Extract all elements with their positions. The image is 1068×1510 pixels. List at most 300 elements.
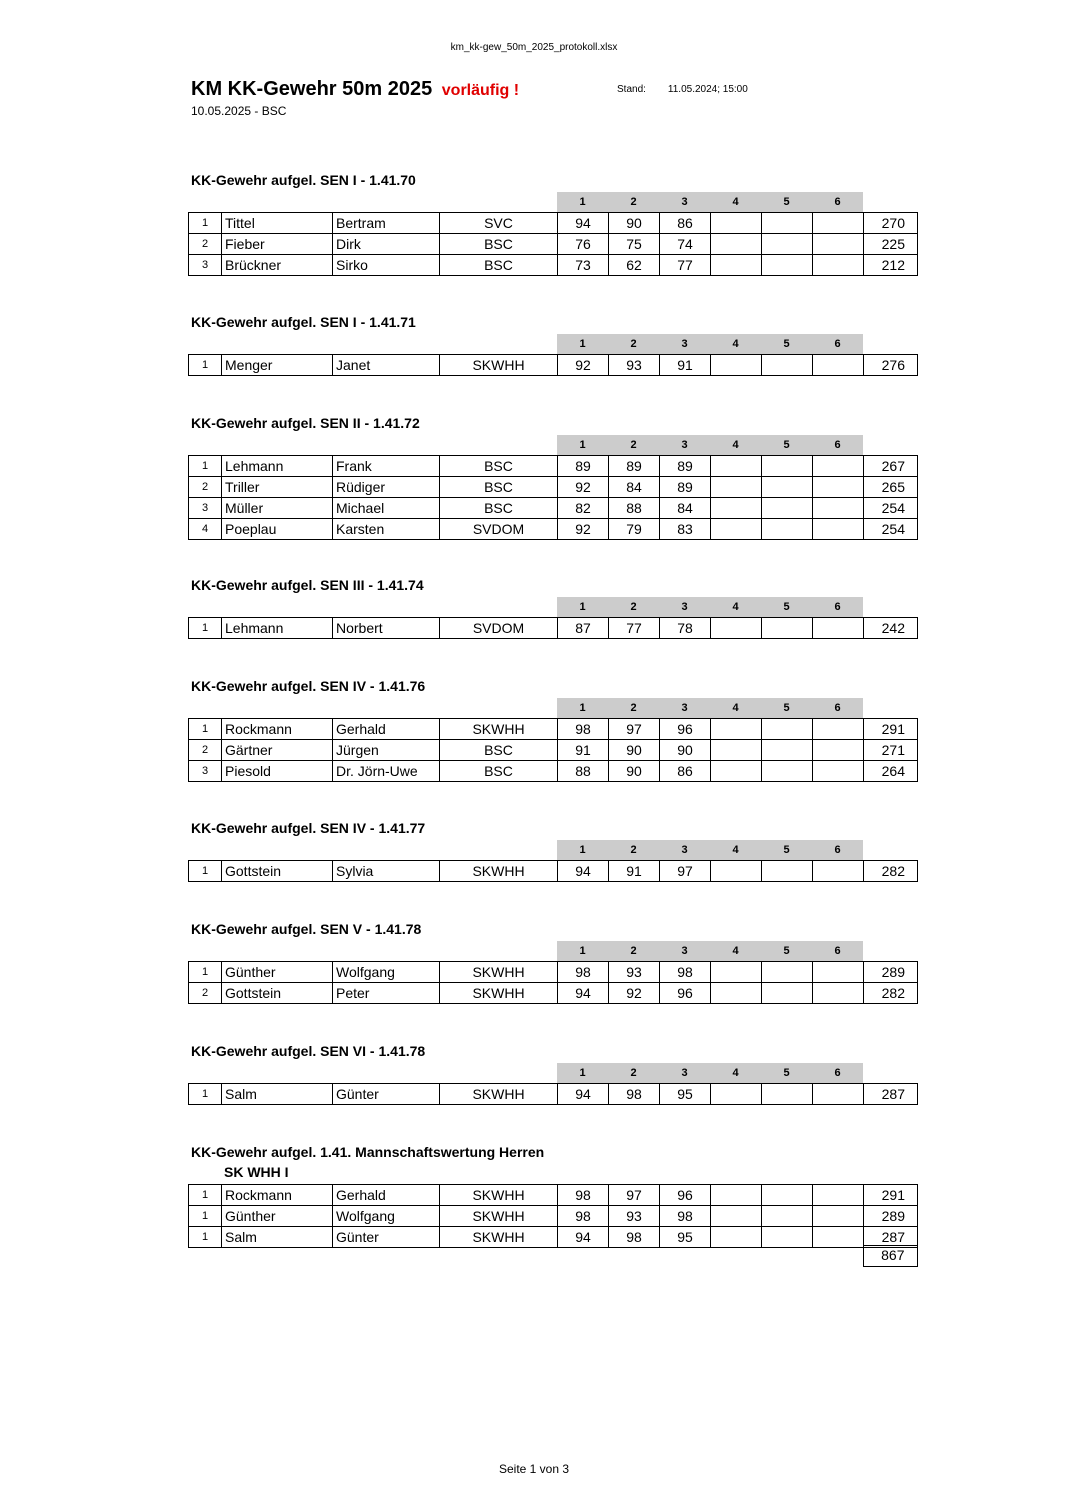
series-header-2: 2 — [608, 192, 659, 212]
series-header-5: 5 — [761, 1063, 812, 1083]
series-header-3: 3 — [659, 597, 710, 617]
rank-cell: 1 — [189, 456, 222, 477]
series-5-cell — [762, 456, 813, 477]
total-spacer — [710, 1245, 761, 1266]
rank-cell: 2 — [189, 477, 222, 498]
series-3-cell: 86 — [660, 761, 711, 782]
total-spacer — [608, 1245, 659, 1266]
first-name-cell: Dirk — [333, 234, 440, 255]
series-5-cell — [762, 234, 813, 255]
last-name-cell: Müller — [222, 498, 333, 519]
total-cell: 289 — [864, 1206, 918, 1227]
table-row — [189, 962, 918, 983]
header-spacer — [221, 435, 332, 455]
header-spacer — [188, 597, 221, 617]
header-spacer — [863, 597, 917, 617]
series-6-cell — [813, 477, 864, 498]
series-header-1: 1 — [557, 941, 608, 961]
last-name-cell: Gottstein — [222, 983, 333, 1004]
last-name-cell: Gottstein — [222, 861, 333, 882]
section-title: KK-Gewehr aufgel. SEN IV - 1.41.77 — [191, 820, 426, 836]
series-6-cell — [813, 234, 864, 255]
last-name-cell: Gärtner — [222, 740, 333, 761]
results-table — [188, 1184, 918, 1248]
series-6-cell — [813, 983, 864, 1004]
series-1-cell: 94 — [558, 213, 609, 234]
last-name-cell: Lehmann — [222, 456, 333, 477]
series-1-cell: 94 — [558, 983, 609, 1004]
total-cell: 282 — [864, 983, 918, 1004]
club-cell: SKWHH — [440, 1084, 558, 1105]
series-5-cell — [762, 255, 813, 276]
series-1-cell: 76 — [558, 234, 609, 255]
series-3-cell: 95 — [660, 1227, 711, 1248]
header-spacer — [188, 334, 221, 354]
rank-cell: 1 — [189, 618, 222, 639]
series-1-cell: 92 — [558, 477, 609, 498]
total-cell: 287 — [864, 1227, 918, 1248]
series-1-cell: 89 — [558, 456, 609, 477]
series-5-cell — [762, 477, 813, 498]
first-name-cell: Peter — [333, 983, 440, 1004]
series-5-cell — [762, 1206, 813, 1227]
header-spacer — [221, 334, 332, 354]
club-cell: BSC — [440, 761, 558, 782]
series-6-cell — [813, 213, 864, 234]
series-5-cell — [762, 861, 813, 882]
series-1-cell: 88 — [558, 761, 609, 782]
series-2-cell: 93 — [609, 962, 660, 983]
results-table — [188, 1083, 918, 1105]
series-header-3: 3 — [659, 840, 710, 860]
series-4-cell — [711, 740, 762, 761]
series-6-cell — [813, 1185, 864, 1206]
rank-cell: 2 — [189, 234, 222, 255]
series-header-6: 6 — [812, 334, 863, 354]
header-spacer — [332, 840, 439, 860]
series-2-cell: 77 — [609, 618, 660, 639]
series-3-cell: 89 — [660, 477, 711, 498]
total-cell: 254 — [864, 519, 918, 540]
series-3-cell: 98 — [660, 962, 711, 983]
series-header-3: 3 — [659, 435, 710, 455]
series-1-cell: 98 — [558, 719, 609, 740]
header-spacer — [332, 941, 439, 961]
series-header-4: 4 — [710, 1063, 761, 1083]
series-3-cell: 89 — [660, 456, 711, 477]
rank-cell: 1 — [189, 1084, 222, 1105]
series-3-cell: 74 — [660, 234, 711, 255]
series-6-cell — [813, 962, 864, 983]
club-cell: SKWHH — [440, 719, 558, 740]
series-2-cell: 79 — [609, 519, 660, 540]
series-header — [188, 334, 917, 354]
series-6-cell — [813, 761, 864, 782]
series-1-cell: 94 — [558, 1084, 609, 1105]
total-spacer — [761, 1245, 812, 1266]
series-4-cell — [711, 234, 762, 255]
series-3-cell: 78 — [660, 618, 711, 639]
rank-cell: 1 — [189, 1227, 222, 1248]
series-header-4: 4 — [710, 941, 761, 961]
team-total-cell: 867 — [863, 1245, 917, 1266]
last-name-cell: Menger — [222, 355, 333, 376]
series-header-5: 5 — [761, 597, 812, 617]
series-5-cell — [762, 719, 813, 740]
rank-cell: 3 — [189, 255, 222, 276]
first-name-cell: Bertram — [333, 213, 440, 234]
header-spacer — [188, 941, 221, 961]
series-2-cell: 89 — [609, 456, 660, 477]
series-header-2: 2 — [608, 597, 659, 617]
stand-value: 11.05.2024; 15:00 — [667, 84, 748, 95]
series-header-2: 2 — [608, 1063, 659, 1083]
series-2-cell: 93 — [609, 1206, 660, 1227]
series-1-cell: 82 — [558, 498, 609, 519]
series-6-cell — [813, 1084, 864, 1105]
series-header-5: 5 — [761, 192, 812, 212]
series-6-cell — [813, 255, 864, 276]
header-spacer — [863, 192, 917, 212]
section-title: KK-Gewehr aufgel. SEN IV - 1.41.76 — [191, 678, 426, 694]
header-spacer — [221, 1063, 332, 1083]
first-name-cell: Janet — [333, 355, 440, 376]
last-name-cell: Rockmann — [222, 719, 333, 740]
series-2-cell: 88 — [609, 498, 660, 519]
header-spacer — [188, 435, 221, 455]
series-2-cell: 90 — [609, 740, 660, 761]
series-header-4: 4 — [710, 597, 761, 617]
series-4-cell — [711, 213, 762, 234]
table-row — [189, 861, 918, 882]
header-spacer — [332, 698, 439, 718]
series-5-cell — [762, 761, 813, 782]
series-header-4: 4 — [710, 698, 761, 718]
last-name-cell: Triller — [222, 477, 333, 498]
team-name: SK WHH I — [224, 1164, 289, 1180]
table-row — [189, 477, 918, 498]
rank-cell: 2 — [189, 740, 222, 761]
results-table — [188, 718, 918, 782]
series-2-cell: 92 — [609, 983, 660, 1004]
series-header — [188, 597, 917, 617]
table-row — [189, 1206, 918, 1227]
total-cell: 254 — [864, 498, 918, 519]
series-6-cell — [813, 456, 864, 477]
series-2-cell: 62 — [609, 255, 660, 276]
total-cell: 264 — [864, 761, 918, 782]
series-header-6: 6 — [812, 1063, 863, 1083]
series-header-1: 1 — [557, 435, 608, 455]
page-title — [191, 78, 519, 101]
series-header-4: 4 — [710, 192, 761, 212]
first-name-cell: Norbert — [333, 618, 440, 639]
series-header-6: 6 — [812, 840, 863, 860]
header-spacer — [439, 840, 557, 860]
first-name-cell: Wolfgang — [333, 1206, 440, 1227]
section-title: KK-Gewehr aufgel. SEN I - 1.41.71 — [191, 314, 416, 330]
table-row — [189, 213, 918, 234]
table-row — [189, 983, 918, 1004]
series-4-cell — [711, 1084, 762, 1105]
series-2-cell: 98 — [609, 1227, 660, 1248]
header-spacer — [439, 334, 557, 354]
first-name-cell: Günter — [333, 1227, 440, 1248]
rank-cell: 4 — [189, 519, 222, 540]
header-spacer — [332, 597, 439, 617]
first-name-cell: Günter — [333, 1084, 440, 1105]
first-name-cell: Gerhald — [333, 719, 440, 740]
series-4-cell — [711, 962, 762, 983]
series-1-cell: 73 — [558, 255, 609, 276]
series-header-3: 3 — [659, 334, 710, 354]
title-text: KM KK-Gewehr 50m 2025 — [191, 78, 433, 100]
series-header-5: 5 — [761, 941, 812, 961]
event-date-venue: 10.05.2025 - BSC — [191, 104, 287, 118]
club-cell: SKWHH — [440, 962, 558, 983]
rank-cell: 1 — [189, 861, 222, 882]
total-cell: 265 — [864, 477, 918, 498]
series-6-cell — [813, 861, 864, 882]
rank-cell: 1 — [189, 1185, 222, 1206]
series-4-cell — [711, 618, 762, 639]
total-cell: 267 — [864, 456, 918, 477]
series-1-cell: 92 — [558, 355, 609, 376]
series-3-cell: 96 — [660, 1185, 711, 1206]
table-row — [189, 255, 918, 276]
series-5-cell — [762, 1185, 813, 1206]
series-header-5: 5 — [761, 435, 812, 455]
table-row — [189, 355, 918, 376]
total-spacer — [557, 1245, 608, 1266]
series-4-cell — [711, 1185, 762, 1206]
table-row — [189, 519, 918, 540]
last-name-cell: Salm — [222, 1227, 333, 1248]
series-5-cell — [762, 618, 813, 639]
series-1-cell: 92 — [558, 519, 609, 540]
series-4-cell — [711, 761, 762, 782]
club-cell: SKWHH — [440, 983, 558, 1004]
header-spacer — [332, 1063, 439, 1083]
header-spacer — [221, 698, 332, 718]
last-name-cell: Lehmann — [222, 618, 333, 639]
club-cell: SVC — [440, 213, 558, 234]
rank-cell: 1 — [189, 213, 222, 234]
series-1-cell: 98 — [558, 1206, 609, 1227]
last-name-cell: Rockmann — [222, 1185, 333, 1206]
series-4-cell — [711, 719, 762, 740]
stand-label: Stand: — [617, 84, 646, 95]
series-2-cell: 75 — [609, 234, 660, 255]
header-spacer — [439, 941, 557, 961]
last-name-cell: Poeplau — [222, 519, 333, 540]
series-4-cell — [711, 861, 762, 882]
series-4-cell — [711, 355, 762, 376]
series-header — [188, 435, 917, 455]
series-1-cell: 94 — [558, 861, 609, 882]
club-cell: BSC — [440, 477, 558, 498]
series-3-cell: 90 — [660, 740, 711, 761]
club-cell: SKWHH — [440, 355, 558, 376]
series-3-cell: 95 — [660, 1084, 711, 1105]
series-2-cell: 84 — [609, 477, 660, 498]
series-1-cell: 91 — [558, 740, 609, 761]
series-6-cell — [813, 519, 864, 540]
series-header — [188, 1063, 917, 1083]
header-spacer — [188, 1063, 221, 1083]
series-3-cell: 96 — [660, 719, 711, 740]
series-5-cell — [762, 962, 813, 983]
table-row — [189, 719, 918, 740]
rank-cell: 1 — [189, 719, 222, 740]
series-header-1: 1 — [557, 1063, 608, 1083]
series-3-cell: 77 — [660, 255, 711, 276]
total-cell: 225 — [864, 234, 918, 255]
club-cell: SVDOM — [440, 618, 558, 639]
total-spacer — [659, 1245, 710, 1266]
series-header-3: 3 — [659, 1063, 710, 1083]
series-header-1: 1 — [557, 698, 608, 718]
table-row — [189, 1185, 918, 1206]
table-row — [189, 456, 918, 477]
series-header-6: 6 — [812, 941, 863, 961]
club-cell: SKWHH — [440, 1185, 558, 1206]
section-title: KK-Gewehr aufgel. SEN II - 1.41.72 — [191, 415, 420, 431]
series-6-cell — [813, 498, 864, 519]
series-header-3: 3 — [659, 192, 710, 212]
series-header-3: 3 — [659, 698, 710, 718]
series-1-cell: 98 — [558, 1185, 609, 1206]
first-name-cell: Sylvia — [333, 861, 440, 882]
header-spacer — [863, 941, 917, 961]
series-4-cell — [711, 477, 762, 498]
header-spacer — [332, 334, 439, 354]
series-header-2: 2 — [608, 435, 659, 455]
page-footer: Seite 1 von 3 — [498, 1462, 570, 1476]
table-row — [189, 1084, 918, 1105]
team-total-table — [188, 1245, 918, 1267]
rank-cell: 3 — [189, 761, 222, 782]
first-name-cell: Dr. Jörn-Uwe — [333, 761, 440, 782]
table-row — [189, 740, 918, 761]
first-name-cell: Karsten — [333, 519, 440, 540]
series-header — [188, 941, 917, 961]
header-spacer — [221, 192, 332, 212]
series-2-cell: 91 — [609, 861, 660, 882]
series-4-cell — [711, 1206, 762, 1227]
header-spacer — [188, 192, 221, 212]
series-header-2: 2 — [608, 698, 659, 718]
series-header-1: 1 — [557, 840, 608, 860]
header-spacer — [221, 840, 332, 860]
header-spacer — [439, 698, 557, 718]
header-spacer — [439, 192, 557, 212]
total-spacer — [188, 1245, 221, 1266]
series-3-cell: 98 — [660, 1206, 711, 1227]
section-title: KK-Gewehr aufgel. SEN V - 1.41.78 — [191, 921, 422, 937]
results-table — [188, 455, 918, 540]
last-name-cell: Günther — [222, 1206, 333, 1227]
series-5-cell — [762, 983, 813, 1004]
header-spacer — [439, 1063, 557, 1083]
series-1-cell: 94 — [558, 1227, 609, 1248]
series-5-cell — [762, 1084, 813, 1105]
series-4-cell — [711, 498, 762, 519]
section-title: KK-Gewehr aufgel. SEN III - 1.41.74 — [191, 577, 424, 593]
series-header — [188, 192, 917, 212]
header-spacer — [221, 941, 332, 961]
rank-cell: 1 — [189, 962, 222, 983]
stand-info — [617, 84, 748, 95]
series-header-4: 4 — [710, 334, 761, 354]
total-spacer — [332, 1245, 439, 1266]
series-4-cell — [711, 983, 762, 1004]
total-spacer — [439, 1245, 557, 1266]
club-cell: BSC — [440, 498, 558, 519]
club-cell: BSC — [440, 255, 558, 276]
results-table — [188, 617, 918, 639]
last-name-cell: Salm — [222, 1084, 333, 1105]
series-2-cell: 90 — [609, 213, 660, 234]
series-3-cell: 97 — [660, 861, 711, 882]
first-name-cell: Wolfgang — [333, 962, 440, 983]
first-name-cell: Rüdiger — [333, 477, 440, 498]
header-spacer — [439, 435, 557, 455]
results-table — [188, 860, 918, 882]
club-cell: SKWHH — [440, 861, 558, 882]
series-6-cell — [813, 355, 864, 376]
series-3-cell: 83 — [660, 519, 711, 540]
results-table — [188, 354, 918, 376]
table-row — [189, 498, 918, 519]
series-2-cell: 93 — [609, 355, 660, 376]
club-cell: BSC — [440, 456, 558, 477]
header-spacer — [863, 435, 917, 455]
first-name-cell: Michael — [333, 498, 440, 519]
table-row — [189, 618, 918, 639]
club-cell: SVDOM — [440, 519, 558, 540]
series-header-2: 2 — [608, 334, 659, 354]
rank-cell: 3 — [189, 498, 222, 519]
series-header-1: 1 — [557, 334, 608, 354]
series-6-cell — [813, 618, 864, 639]
series-2-cell: 97 — [609, 719, 660, 740]
total-cell: 271 — [864, 740, 918, 761]
table-row — [189, 761, 918, 782]
rank-cell: 1 — [189, 355, 222, 376]
last-name-cell: Günther — [222, 962, 333, 983]
series-2-cell: 97 — [609, 1185, 660, 1206]
header-spacer — [863, 334, 917, 354]
series-3-cell: 96 — [660, 983, 711, 1004]
total-cell: 276 — [864, 355, 918, 376]
series-header-6: 6 — [812, 597, 863, 617]
header-spacer — [188, 698, 221, 718]
series-header — [188, 840, 917, 860]
first-name-cell: Frank — [333, 456, 440, 477]
series-header-6: 6 — [812, 435, 863, 455]
last-name-cell: Piesold — [222, 761, 333, 782]
series-1-cell: 98 — [558, 962, 609, 983]
series-4-cell — [711, 456, 762, 477]
header-spacer — [863, 1063, 917, 1083]
header-spacer — [332, 435, 439, 455]
series-5-cell — [762, 355, 813, 376]
header-spacer — [332, 192, 439, 212]
series-5-cell — [762, 213, 813, 234]
total-cell: 291 — [864, 1185, 918, 1206]
club-cell: SKWHH — [440, 1227, 558, 1248]
